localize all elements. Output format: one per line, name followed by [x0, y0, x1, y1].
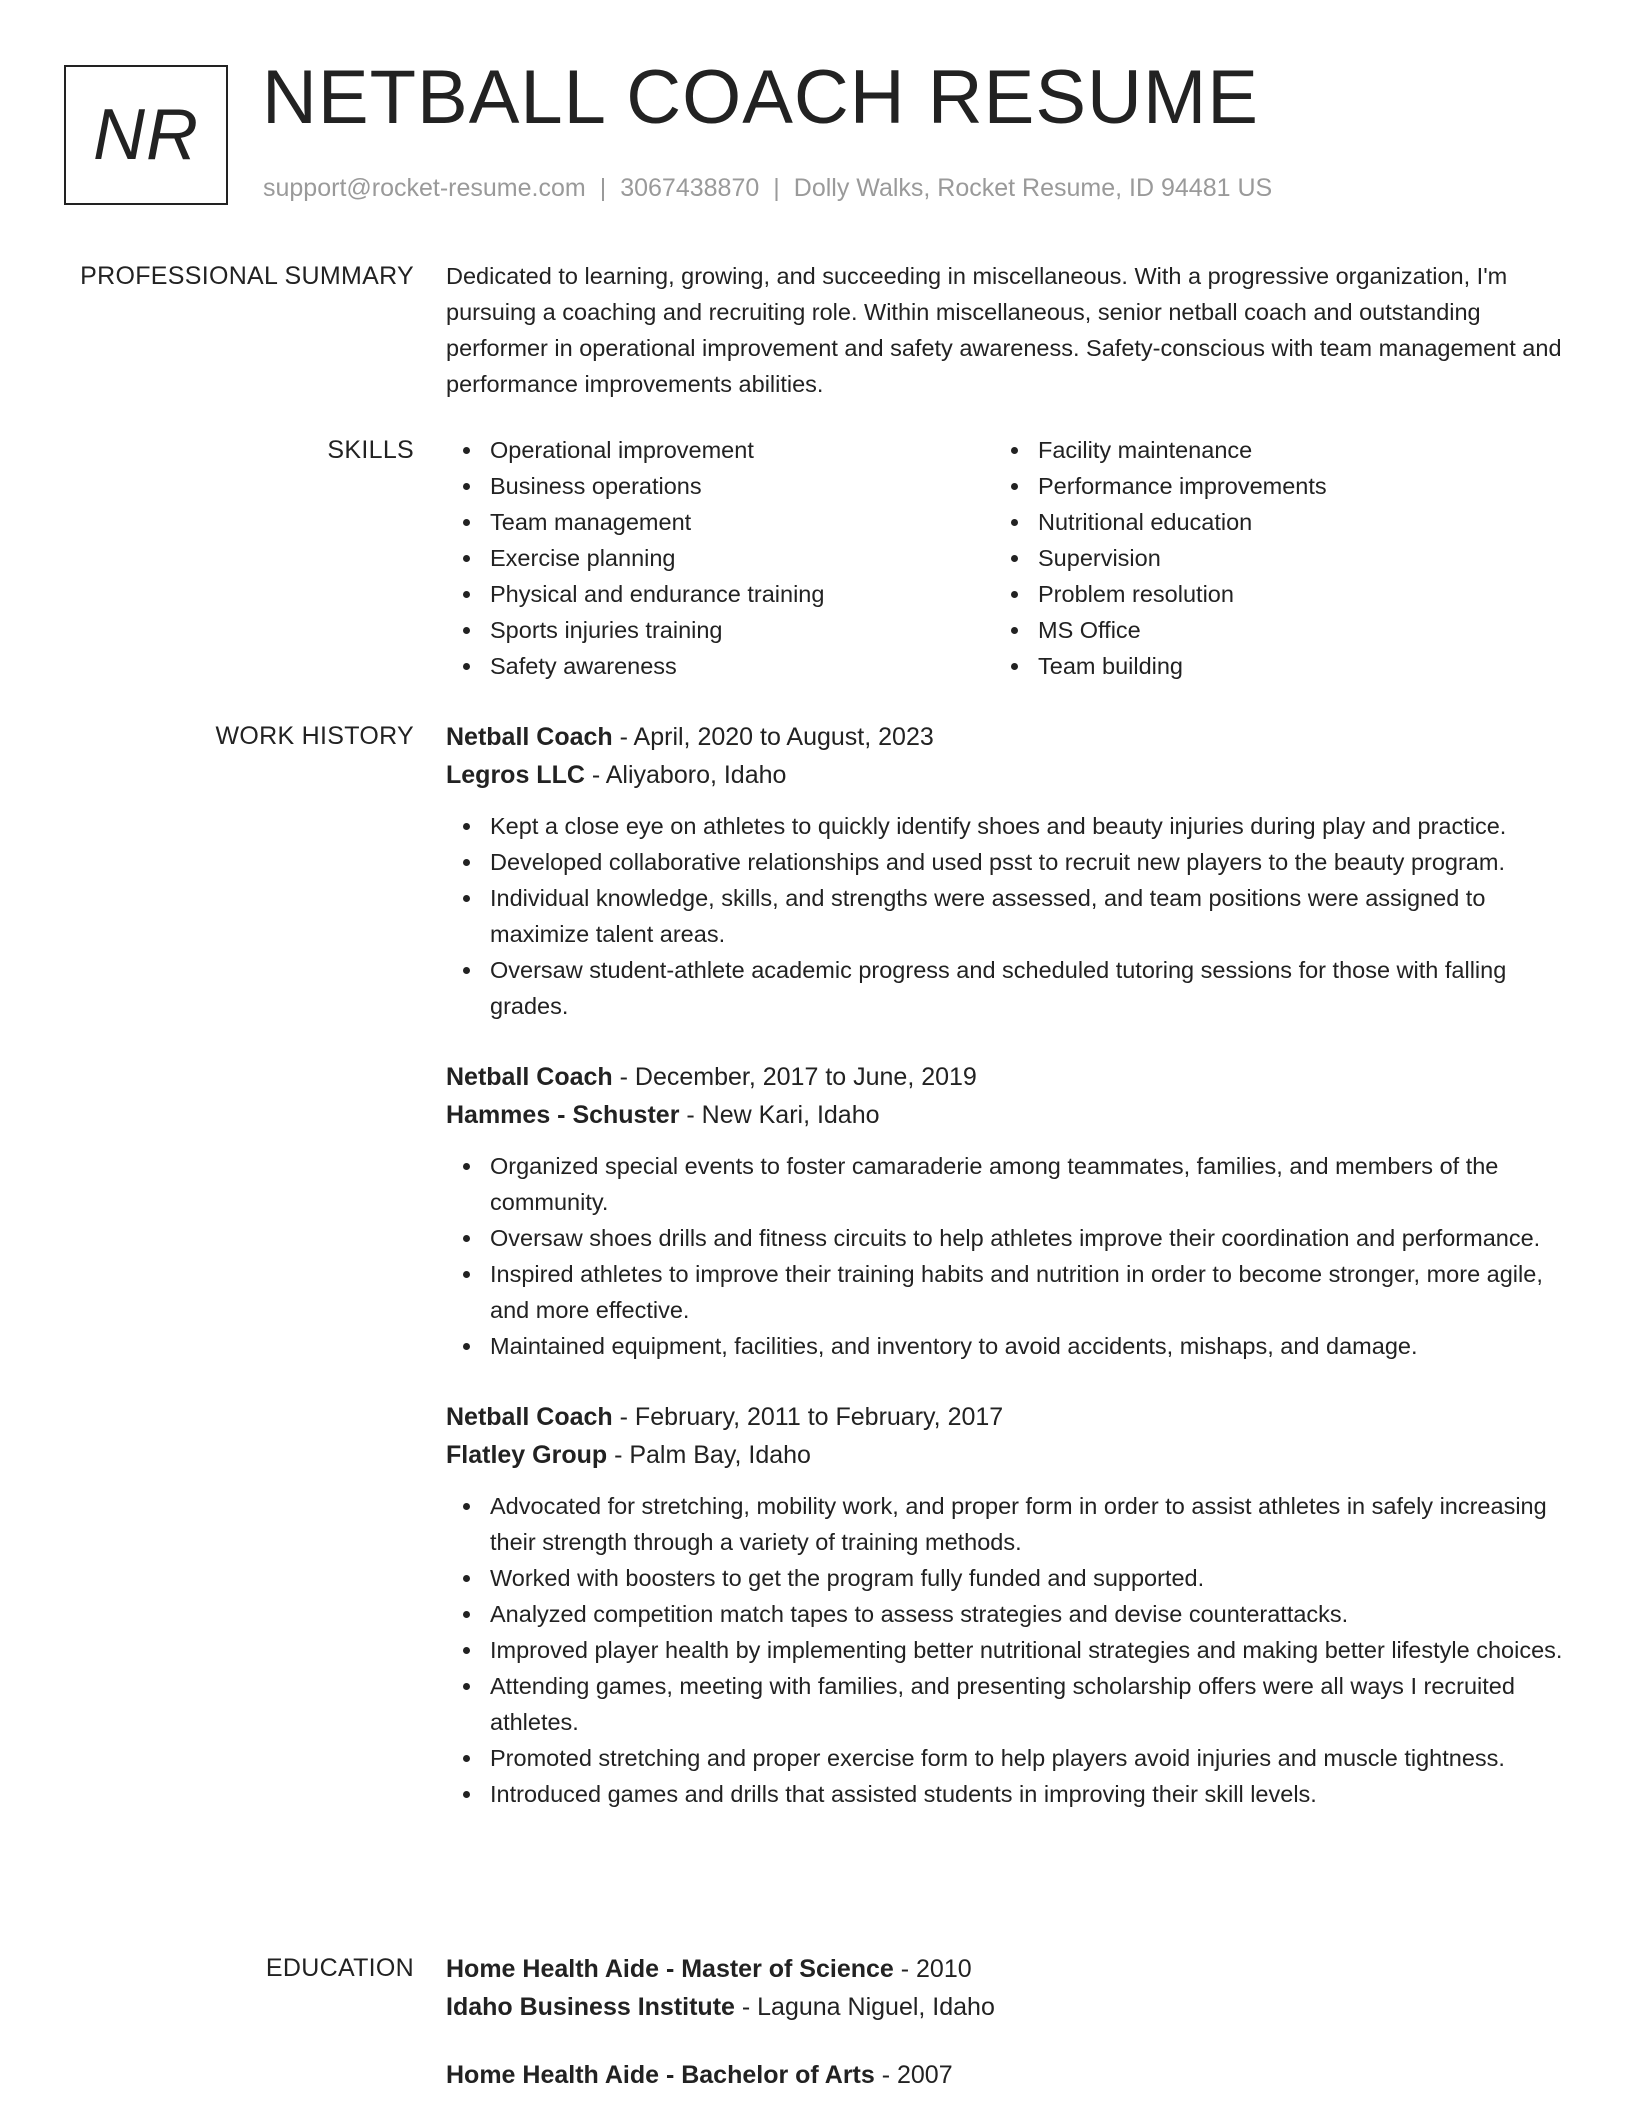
- job-bullet: Advocated for stretching, mobility work, and proper form in order to assist athletes in safely increasing their strength through a variety of training methods.: [446, 1488, 1566, 1560]
- page-title: NETBALL COACH RESUME: [262, 55, 1259, 140]
- job-title-line: [446, 1398, 1566, 1436]
- summary-body: [446, 258, 1566, 402]
- skill-item: Physical and endurance training: [446, 576, 994, 612]
- job-location: - Palm Bay, Idaho: [607, 1441, 811, 1469]
- job-bullet: Maintained equipment, facilities, and inventory to avoid accidents, mishaps, and damage.: [446, 1328, 1566, 1364]
- education-body: [446, 1950, 1566, 2112]
- job-bullet: Kept a close eye on athletes to quickly identify shoes and beauty injuries during play and practice.: [446, 808, 1566, 844]
- skills-body: [446, 432, 1566, 684]
- contact-separator: |: [773, 174, 780, 202]
- contact-phone: 3067438870: [620, 174, 760, 202]
- education-entry: [446, 1950, 1566, 2026]
- monogram: NR: [64, 65, 228, 205]
- job-company: Legros LLC: [446, 761, 585, 789]
- skills-column-left: [446, 432, 994, 684]
- job-dates: - December, 2017 to June, 2019: [612, 1063, 977, 1091]
- skill-item: Safety awareness: [446, 648, 994, 684]
- skill-item: Team management: [446, 504, 994, 540]
- job-title: Netball Coach: [446, 1063, 613, 1091]
- skill-item: Facility maintenance: [994, 432, 1542, 468]
- job-location: - Aliyaboro, Idaho: [584, 761, 787, 789]
- job-entry: [446, 1398, 1566, 1812]
- education-degree: Home Health Aide - Bachelor of Arts: [446, 2061, 875, 2089]
- summary-text: Dedicated to learning, growing, and succeeding in miscellaneous. With a progressive organization, I'm pursuing a coaching and recruiting role. Within miscellaneous, senior netball coach and outstanding performer in operational improvement and safety awareness. Safety-conscious with team management and performance improvements abilities.: [446, 263, 1562, 397]
- skill-item: Business operations: [446, 468, 994, 504]
- work-history-heading: WORK HISTORY: [215, 722, 414, 750]
- contact-address: Dolly Walks, Rocket Resume, ID 94481 US: [793, 174, 1273, 202]
- job-title: Netball Coach: [446, 1403, 613, 1431]
- job-title-line: [446, 1058, 1566, 1096]
- skills-grid: [446, 432, 1566, 684]
- job-bullet: Oversaw shoes drills and fitness circuits to help athletes improve their coordination and performance.: [446, 1220, 1566, 1256]
- job-entry: [446, 718, 1566, 1024]
- job-bullet: Introduced games and drills that assisted students in improving their skill levels.: [446, 1776, 1566, 1812]
- job-company-line: [446, 1436, 1566, 1474]
- education-entry: [446, 2056, 1566, 2094]
- skills-column-right: [994, 432, 1542, 684]
- education-degree-line: [446, 1950, 1566, 1988]
- skill-item: Exercise planning: [446, 540, 994, 576]
- skill-item: Team building: [994, 648, 1542, 684]
- work-history-body: [446, 718, 1566, 1846]
- education-degree-line: [446, 2056, 1566, 2094]
- job-bullets: [446, 1488, 1566, 1812]
- contact-separator: |: [599, 174, 607, 202]
- job-company: Hammes - Schuster: [446, 1101, 680, 1129]
- job-dates: - April, 2020 to August, 2023: [612, 723, 934, 751]
- summary-heading: PROFESSIONAL SUMMARY: [80, 262, 414, 290]
- job-title-line: [446, 718, 1566, 756]
- education-degree: Home Health Aide - Master of Science: [446, 1955, 894, 1983]
- skill-item: Operational improvement: [446, 432, 994, 468]
- job-bullet: Organized special events to foster camaraderie among teammates, families, and members of the community.: [446, 1148, 1566, 1220]
- skill-item: Nutritional education: [994, 504, 1542, 540]
- job-location: - New Kari, Idaho: [679, 1101, 880, 1129]
- education-year: - 2010: [893, 1955, 972, 1983]
- job-bullet: Attending games, meeting with families, and presenting scholarship offers were all ways I recruited athletes.: [446, 1668, 1566, 1740]
- job-company-line: [446, 756, 1566, 794]
- education-year: - 2007: [874, 2061, 953, 2089]
- job-bullets: [446, 808, 1566, 1024]
- job-dates: - February, 2011 to February, 2017: [612, 1403, 1004, 1431]
- job-bullet: Oversaw student-athlete academic progress and scheduled tutoring sessions for those with falling grades.: [446, 952, 1566, 1024]
- job-company-line: [446, 1096, 1566, 1134]
- job-bullet: Developed collaborative relationships and used psst to recruit new players to the beauty program.: [446, 844, 1566, 880]
- contact-email: support@rocket-resume.com: [263, 174, 586, 202]
- job-entry: [446, 1058, 1566, 1364]
- job-bullet: Inspired athletes to improve their training habits and nutrition in order to become stronger, more agile, and more effective.: [446, 1256, 1566, 1328]
- skill-item: MS Office: [994, 612, 1542, 648]
- skill-item: Supervision: [994, 540, 1542, 576]
- job-bullet: Analyzed competition match tapes to assess strategies and devise counterattacks.: [446, 1596, 1566, 1632]
- education-location: - Laguna Niguel, Idaho: [734, 1993, 995, 2021]
- skill-item: Sports injuries training: [446, 612, 994, 648]
- job-bullets: [446, 1148, 1566, 1364]
- education-school-line: [446, 1988, 1566, 2026]
- skill-item: Performance improvements: [994, 468, 1542, 504]
- job-bullet: Individual knowledge, skills, and strengths were assessed, and team positions were assigned to maximize talent areas.: [446, 880, 1566, 952]
- job-bullet: Worked with boosters to get the program fully funded and supported.: [446, 1560, 1566, 1596]
- job-company: Flatley Group: [446, 1441, 608, 1469]
- education-heading: EDUCATION: [265, 1954, 414, 1982]
- education-school: Idaho Business Institute: [446, 1993, 735, 2021]
- job-bullet: Improved player health by implementing better nutritional strategies and making better lifestyle choices.: [446, 1632, 1566, 1668]
- contact-line: [263, 174, 1272, 203]
- job-bullet: Promoted stretching and proper exercise form to help players avoid injuries and muscle tightness.: [446, 1740, 1566, 1776]
- skill-item: Problem resolution: [994, 576, 1542, 612]
- job-title: Netball Coach: [446, 723, 613, 751]
- skills-heading: SKILLS: [327, 436, 414, 464]
